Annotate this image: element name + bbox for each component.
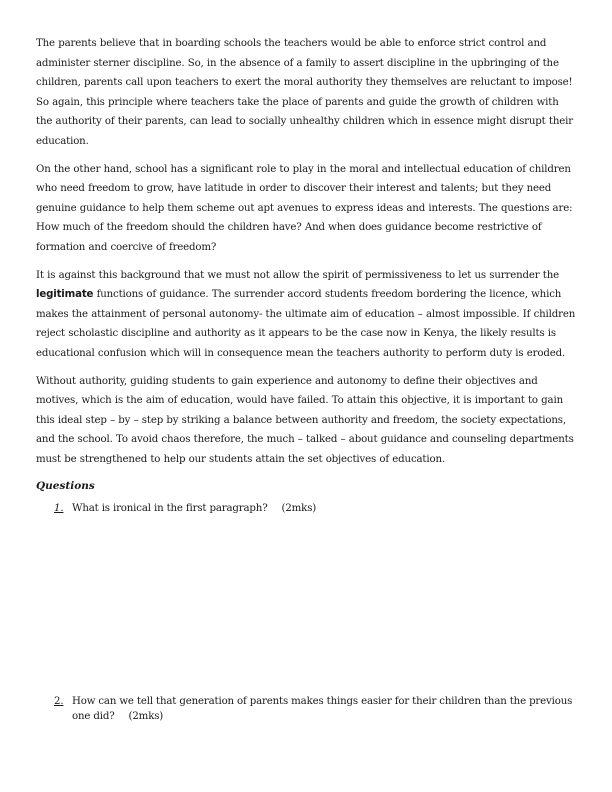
question-number: 1. — [54, 503, 64, 515]
question-2 — [36, 694, 592, 724]
questions-heading: Questions — [36, 480, 95, 493]
bold-word-legitimate: legitimate — [36, 289, 94, 301]
document-page — [36, 34, 578, 722]
question-text: How can we tell that generation of parents makes things easier for their children than the previous one did? — [72, 696, 573, 722]
question-text: What is ironical in the first paragraph? — [72, 503, 268, 515]
paragraph-2: On the other hand, school has a significant role to play in the moral and intellectual education of children who need freedom to grow, have latitude in order to discover their interest and talents; but they need genuine guidance to help them scheme out apt avenues to express ideas and interests. The questions are: How much of the freedom should the children have? And when does guidance become restrictive of formation and coercive of freedom? — [36, 163, 573, 253]
question-marks: (2mks) — [128, 711, 164, 722]
question-number: 2. — [54, 696, 64, 707]
paragraph-3-text-after: functions of guidance. The surrender accord students freedom bordering the licence, which makes the attainment of personal autonomy- the ultimate aim of education – almost impossible. If children reject scholastic discipline and authority as it appears to be the case now in Kenya, the likely results is educational confusion which will in consequence mean the teachers authority to perform duty is eroded. — [36, 289, 576, 359]
paragraph-4: Without authority, guiding students to gain experience and autonomy to define their objectives and motives, which is the aim of education, would have failed. To attain this objective, it is important to gain this ideal step – by – step by striking a balance between authority and freedom, the society expectations, and the school. To avoid chaos therefore, the much – talked – about guidance and counseling departments must be strengthened to help our students attain the set objectives of education. — [36, 375, 574, 465]
question-1 — [36, 501, 578, 516]
paragraph-1: The parents believe that in boarding schools the teachers would be able to enforce strict control and administer sterner discipline. So, in the absence of a family to assert discipline in the upbringing of the children, parents call upon teachers to exert the moral authority they themselves are reluctant to impose! So again, this principle where teachers take the place of parents and guide the growth of children with the authority of their parents, can lead to socially unhealthy children which in essence might disrupt their education. — [36, 38, 573, 147]
paragraph-3-text-before: It is against this background that we must not allow the spirit of permissiveness to let us surrender the — [36, 269, 560, 281]
question-marks: (2mks) — [281, 503, 317, 515]
paragraph-3 — [36, 266, 578, 364]
